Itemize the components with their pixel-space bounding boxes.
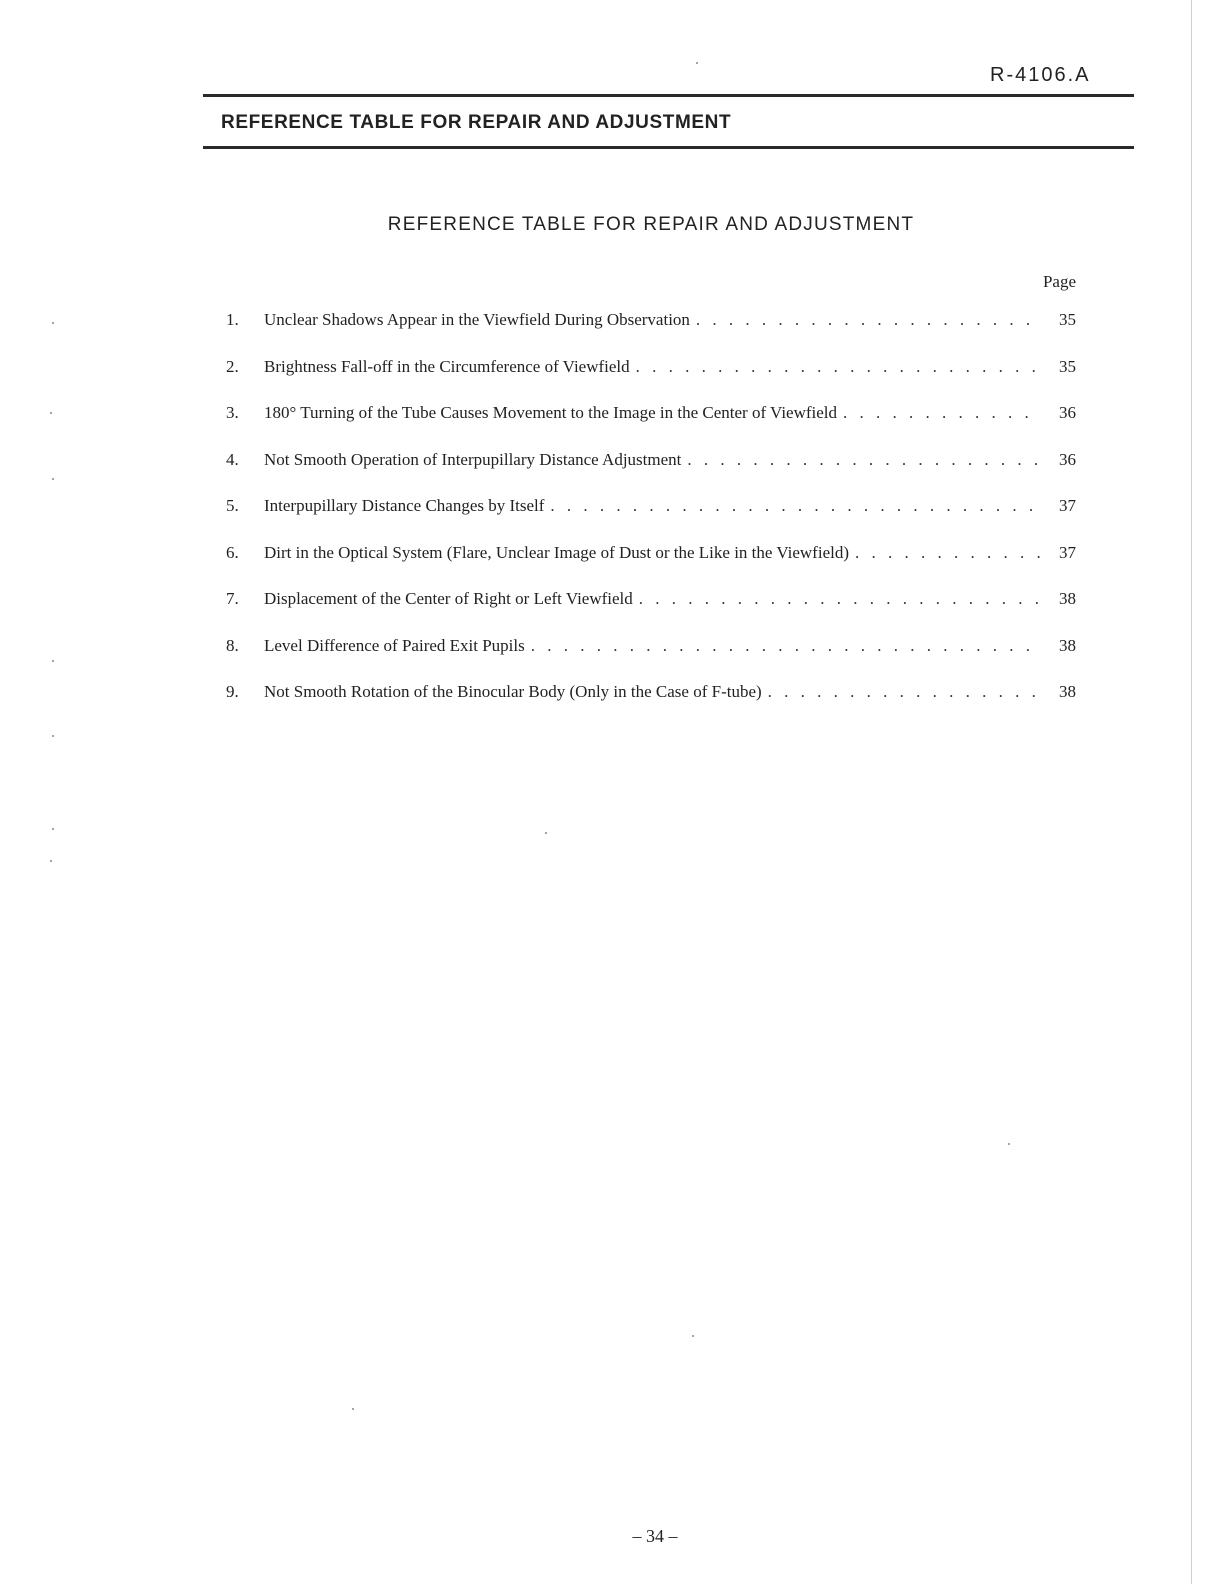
table-row — [226, 682, 1076, 729]
entry-page: 37 — [1059, 496, 1076, 515]
entry-page: 38 — [1059, 682, 1076, 701]
scan-speck — [52, 322, 54, 324]
dot-leader — [687, 450, 1042, 470]
reference-table — [226, 310, 1076, 729]
dot-leader — [636, 357, 1042, 377]
entry-number: 5. — [226, 496, 239, 515]
page-column-header: Page — [1042, 272, 1076, 291]
entry-page: 37 — [1059, 542, 1076, 562]
scan-speck — [352, 1408, 354, 1410]
entry-page: 38 — [1059, 589, 1076, 608]
dot-leader — [639, 589, 1042, 609]
table-row — [226, 636, 1076, 683]
table-row — [226, 310, 1076, 357]
scan-speck — [1008, 1143, 1010, 1145]
dot-leader — [696, 310, 1042, 330]
table-row — [226, 450, 1076, 497]
scan-speck — [50, 860, 52, 862]
table-row — [226, 357, 1076, 404]
scan-speck — [52, 660, 54, 662]
table-row — [226, 543, 1076, 590]
entry-page: 36 — [1059, 403, 1076, 422]
entry-number: 3. — [226, 403, 239, 422]
entry-title: Dirt in the Optical System (Flare, Unclear Image of Dust or the Like in the Viewfield) — [264, 542, 849, 562]
dot-leader — [768, 682, 1042, 702]
entry-number: 8. — [226, 635, 239, 655]
header-top-rule — [203, 94, 1134, 97]
entry-number: 7. — [226, 589, 239, 608]
entry-title: Unclear Shadows Appear in the Viewfield During Observation — [264, 310, 690, 329]
entry-number: 9. — [226, 682, 239, 701]
entry-title: Brightness Fall-off in the Circumference of Viewfield — [264, 356, 630, 376]
dot-leader — [843, 403, 1042, 423]
header-bottom-rule — [203, 146, 1134, 149]
entry-title: Interpupillary Distance Changes by Itself — [264, 496, 545, 515]
scan-speck — [52, 735, 54, 737]
entry-title: Level Difference of Paired Exit Pupils — [264, 635, 525, 655]
entry-page: 38 — [1059, 635, 1076, 655]
entry-number: 6. — [226, 542, 239, 562]
table-row — [226, 589, 1076, 636]
section-header-title: REFERENCE TABLE FOR REPAIR AND ADJUSTMENT — [221, 112, 732, 133]
entry-page: 35 — [1059, 356, 1076, 376]
scan-speck — [545, 832, 547, 834]
entry-number: 2. — [226, 356, 239, 376]
entry-number: 4. — [226, 449, 239, 469]
dot-leader — [550, 496, 1042, 516]
scan-speck — [52, 478, 54, 480]
page-number: – 34 – — [632, 1526, 678, 1546]
scan-speck — [692, 1335, 694, 1337]
scan-speck — [696, 62, 698, 64]
table-row — [226, 496, 1076, 543]
entry-page: 36 — [1059, 449, 1076, 469]
dot-leader — [531, 636, 1042, 656]
entry-number: 1. — [226, 310, 239, 329]
table-title: REFERENCE TABLE FOR REPAIR AND ADJUSTMENT — [387, 214, 915, 235]
table-row — [226, 403, 1076, 450]
entry-title: Displacement of the Center of Right or Left Viewfield — [264, 589, 633, 608]
entry-title: Not Smooth Rotation of the Binocular Body (Only in the Case of F-tube) — [264, 682, 762, 701]
scan-speck — [52, 828, 54, 830]
entry-title: Not Smooth Operation of Interpupillary Distance Adjustment — [264, 449, 682, 469]
page-edge-line — [1191, 0, 1192, 1584]
scan-speck — [50, 412, 52, 414]
document-number: R-4106.A — [990, 64, 1091, 86]
entry-title: 180° Turning of the Tube Causes Movement to the Image in the Center of Viewfield — [264, 403, 838, 422]
entry-page: 35 — [1059, 310, 1076, 329]
dot-leader — [855, 543, 1042, 563]
